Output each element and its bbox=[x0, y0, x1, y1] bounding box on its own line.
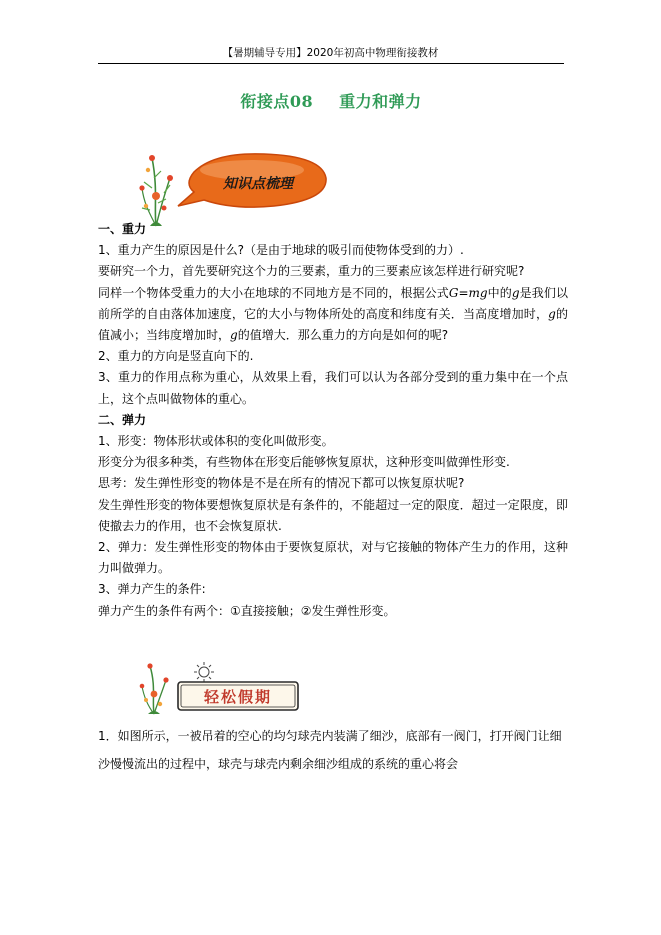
text-run: 的值减小；当纬度增加时， bbox=[98, 306, 568, 343]
paragraph: 3、重力的作用点称为重心，从效果上看，我们可以认为各部分受到的重力集中在一个点上，这个点叫做物体的重心。 bbox=[98, 370, 568, 406]
text-run: 同样一个物体受重力的大小在地球的不同地方是不同的，根据公式 bbox=[98, 285, 449, 300]
paragraph: 形变分为很多种类，有些物体在形变后能够恢复原状，这种形变叫做弹性形变. bbox=[98, 455, 510, 470]
knowledge-summary-banner bbox=[134, 148, 334, 230]
flower-label-graphic bbox=[134, 660, 304, 716]
paragraph: 2、弹力：发生弹性形变的物体由于要恢复原状，对与它接触的物体产生力的作用，这种力叫做弹力。 bbox=[98, 540, 568, 576]
main-content bbox=[98, 219, 568, 622]
text-run: 的值增大．那么重力的方向是如何的呢? bbox=[237, 328, 449, 343]
banner-label: 轻松假期 bbox=[203, 688, 273, 706]
paragraph: 思考：发生弹性形变的物体是不是在所有的情况下都可以恢复原状呢? bbox=[98, 476, 465, 491]
text-run: 是我们以前所学的自由落体加速度，它的大小与物体所处的高度和纬度有关．当高度增加时， bbox=[98, 285, 568, 321]
paragraph: 要研究一个力，首先要研究这个力的三要素，重力的三要素应该怎样进行研究呢? bbox=[98, 264, 525, 279]
flower-icon bbox=[139, 155, 173, 226]
paragraph: 1、重力产生的原因是什么?（是由于地球的吸引而使物体受到的力）. bbox=[98, 243, 464, 258]
sun-icon bbox=[194, 662, 214, 682]
paragraph: 1、形变：物体形状或体积的变化叫做形变。 bbox=[98, 434, 334, 449]
header-rule bbox=[98, 63, 564, 64]
paragraph: 2、重力的方向是竖直向下的. bbox=[98, 349, 254, 364]
page-title bbox=[98, 89, 564, 112]
paragraph: 发生弹性形变的物体要想恢复原状是有条件的，不能超过一定的限度．超过一定限度，即使撤去力的作用，也不会恢复原状. bbox=[98, 497, 568, 533]
title-lesson-number: 衔接点08 bbox=[240, 92, 314, 111]
banner-label: 知识点梳理 bbox=[223, 176, 293, 192]
section-heading-elastic: 二、弹力 bbox=[98, 412, 147, 427]
page-header: 【暑期辅导专用】2020年初高中物理衔接教材 bbox=[222, 47, 439, 59]
symbol-g: g bbox=[230, 328, 238, 343]
symbol-g: g bbox=[511, 285, 520, 300]
formula-gravity: G=mg bbox=[448, 285, 488, 300]
flower-bubble-graphic bbox=[134, 148, 334, 230]
question-1 bbox=[98, 722, 568, 778]
question-text: 1．如图所示，一被吊着的空心的均匀球壳内装满了细沙，底部有一阀门，打开阀门让细沙慢慢流出的过程中，球壳与球壳内剩余细沙组成的系统的重心将会 bbox=[98, 729, 562, 771]
paragraph: 弹力产生的条件有两个：①直接接触；②发生弹性形变。 bbox=[98, 603, 396, 618]
text-run: 中的 bbox=[487, 285, 512, 300]
paragraph: 3、弹力产生的条件: bbox=[98, 582, 206, 597]
symbol-g: g bbox=[548, 306, 556, 321]
easy-holiday-banner bbox=[134, 660, 304, 716]
flower-icon bbox=[140, 663, 169, 714]
title-topic: 重力和弹力 bbox=[339, 92, 422, 111]
paragraph-formula bbox=[98, 283, 568, 347]
section-heading-gravity: 一、重力 bbox=[98, 222, 147, 236]
